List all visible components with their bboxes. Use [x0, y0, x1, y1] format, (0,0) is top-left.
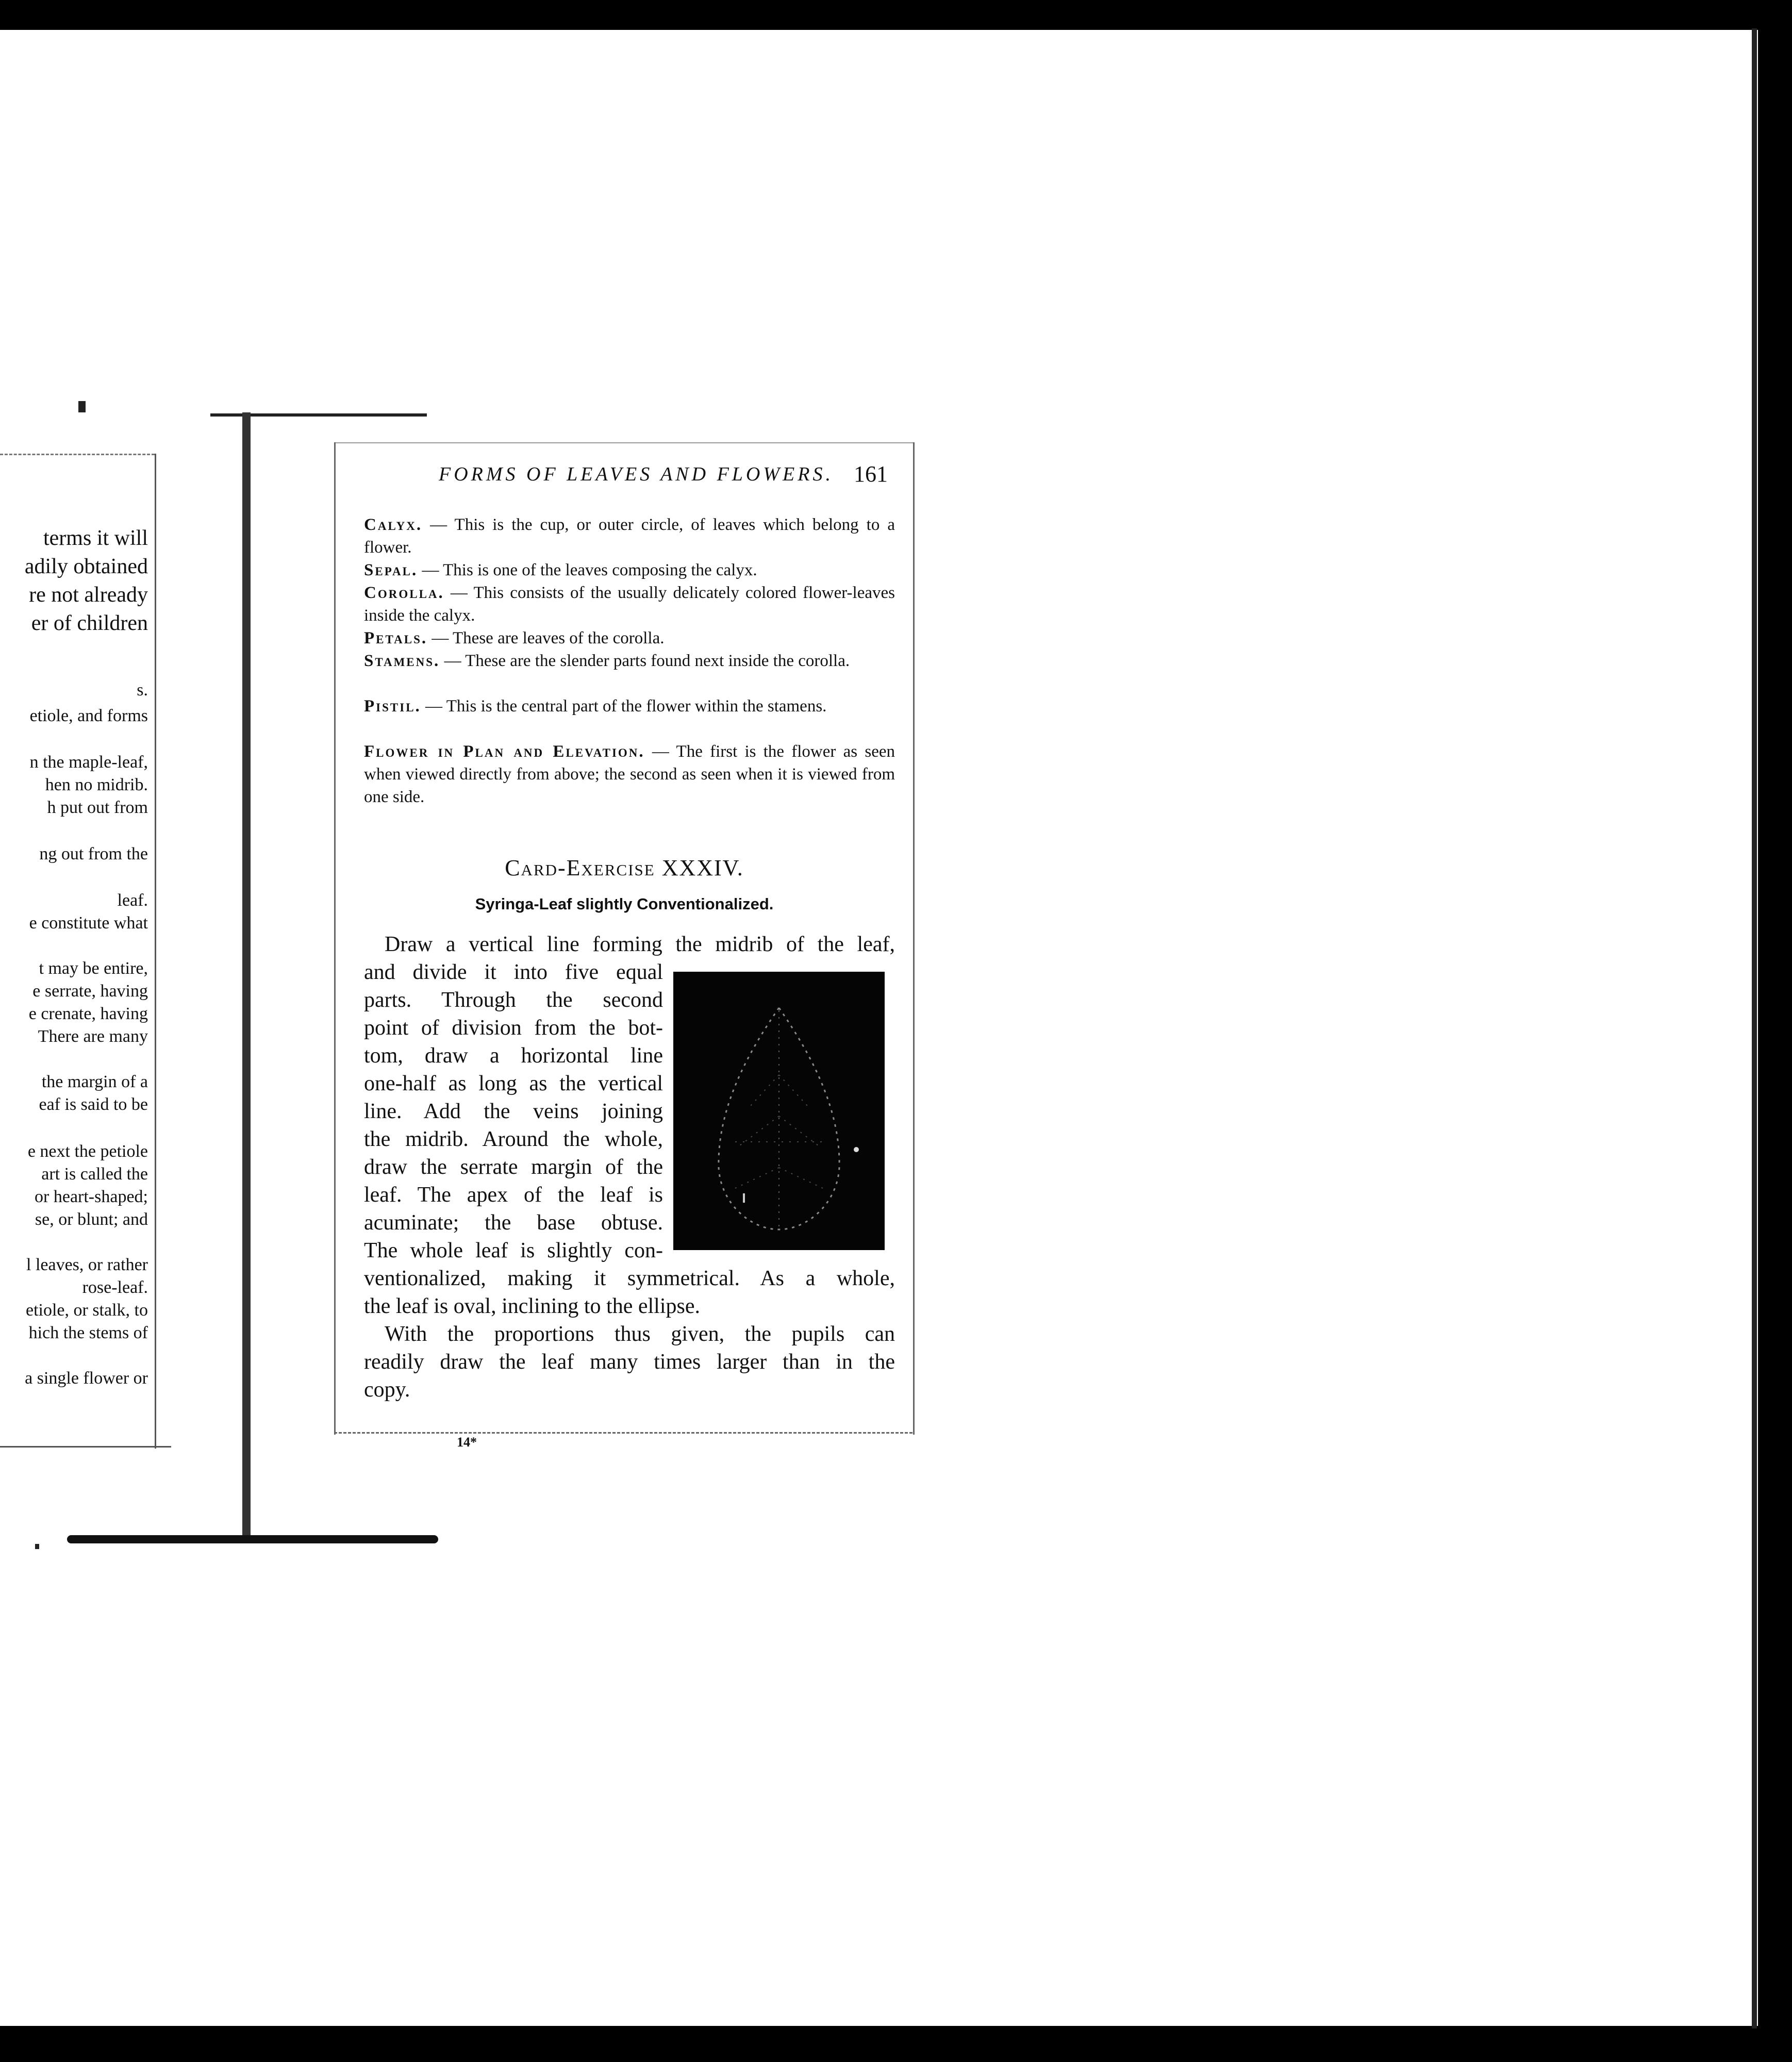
left-text-line: hich the stems of: [28, 1323, 148, 1342]
definition-text: — These are the slender parts found next inside the corolla.: [440, 652, 850, 670]
body-line: With the proportions thus given, the pupils can: [385, 1322, 895, 1346]
left-text-line: eaf is said to be: [39, 1095, 148, 1114]
scan-border-top: [0, 0, 1792, 30]
body-line: The whole leaf is slightly con-: [364, 1239, 663, 1262]
left-page-fragment: [0, 454, 173, 1449]
definition-text: — This is the central part of the flower within the stamens.: [421, 697, 827, 716]
body-line: acuminate; the base obtuse.: [364, 1211, 663, 1235]
left-text-line: re not already: [29, 583, 148, 607]
body-line: point of division from the bot-: [364, 1016, 663, 1040]
left-page-bottom-border: [0, 1446, 171, 1448]
left-text-line: s.: [137, 680, 148, 700]
book-spine: [242, 412, 251, 1536]
leaf-drawing: [673, 972, 885, 1250]
left-text-line: e crenate, having: [28, 1004, 148, 1023]
left-text-line: There are many: [38, 1027, 148, 1046]
body-line: tom, draw a horizontal line: [364, 1044, 663, 1068]
page-top-rule: [336, 442, 913, 443]
definition-calyx: [364, 513, 895, 559]
scan-mark: [78, 401, 86, 412]
left-text-line: or heart-shaped;: [35, 1187, 148, 1206]
definition-term: Calyx.: [364, 516, 423, 534]
left-text-line: terms it will: [43, 526, 148, 550]
definition-term: Petals.: [364, 629, 428, 647]
body-line: the leaf is oval, inclining to the ellipse.: [364, 1294, 701, 1318]
left-text-line: e constitute what: [29, 913, 148, 933]
left-page-right-border: [155, 454, 156, 1449]
body-line: and divide it into five equal: [364, 960, 663, 984]
body-line: ventionalized, making it symmetrical. As a whole,: [364, 1267, 895, 1290]
running-header: FORMS OF LEAVES AND FLOWERS.: [439, 463, 834, 485]
definition-stamens: [364, 650, 895, 672]
body-line: parts. Through the second: [364, 988, 663, 1012]
page-bottom-rule: [334, 1432, 912, 1434]
body-line: draw the serrate margin of the: [364, 1155, 663, 1179]
left-text-line: rose-leaf.: [82, 1278, 148, 1297]
definition-sepal: [364, 559, 895, 581]
definition-text: — These are leaves of the corolla.: [427, 629, 665, 647]
definition-text: — This is one of the leaves composing the calyx.: [418, 561, 757, 579]
signature-mark: 14*: [457, 1435, 477, 1450]
definition-text: — This is the cup, or outer circle, of leaves which belong to a flower.: [364, 516, 895, 557]
definition-term: Stamens.: [364, 652, 440, 670]
exercise-subtitle: Syringa-Leaf slightly Conventionalized.: [475, 895, 774, 913]
spine-bottom-bar: [67, 1535, 438, 1543]
definition-text: — The first is the flower as seen when viewed directly from above; the second as seen when it is viewed from one side.: [364, 742, 895, 806]
left-text-line: e serrate, having: [32, 982, 148, 1001]
syringa-leaf-illustration: [673, 972, 885, 1250]
left-text-line: n the maple-leaf,: [29, 753, 148, 772]
left-text-line: etiole, or stalk, to: [25, 1301, 148, 1320]
left-text-line: t may be entire,: [39, 959, 148, 978]
definition-term: Sepal.: [364, 561, 418, 579]
body-line: Draw a vertical line forming the midrib of the leaf,: [385, 933, 895, 956]
definition-term: Flower in Plan and Elevation.: [364, 742, 645, 761]
left-text-line: the margin of a: [41, 1072, 148, 1091]
definition-corolla: [364, 581, 895, 627]
exercise-title: Card-Exercise XXXIV.: [505, 855, 744, 880]
left-text-line: a single flower or: [25, 1369, 148, 1388]
scan-mark: [35, 1544, 39, 1549]
scan-edge-line: [1752, 28, 1757, 2028]
definition-text: — This consists of the usually delicately colored flower-leaves inside the calyx.: [364, 584, 895, 625]
left-text-line: art is called the: [41, 1165, 148, 1184]
definition-pistil: [364, 695, 895, 718]
book-page-161: [334, 442, 915, 1450]
definition-petals: [364, 627, 895, 650]
left-text-line: er of children: [31, 611, 148, 635]
body-line: leaf. The apex of the leaf is: [364, 1183, 663, 1207]
left-text-line: leaf.: [117, 891, 148, 910]
left-text-line: ng out from the: [39, 844, 148, 863]
body-line: one-half as long as the vertical: [364, 1072, 663, 1095]
definition-term: Corolla.: [364, 584, 444, 602]
left-text-line: l leaves, or rather: [26, 1255, 148, 1274]
scan-border-right: [1758, 0, 1792, 2062]
body-line: copy.: [364, 1378, 410, 1402]
left-page-top-border: [0, 454, 155, 455]
left-text-line: e next the petiole: [27, 1142, 148, 1161]
left-text-line: hen no midrib.: [45, 775, 148, 794]
left-text-line: adily obtained: [24, 555, 148, 578]
page-number: 161: [854, 461, 888, 487]
definition-term: Pistil.: [364, 697, 421, 716]
left-text-line: h put out from: [47, 798, 148, 817]
left-text-line: etiole, and forms: [29, 706, 148, 725]
definition-flower-plan-elevation: [364, 740, 895, 808]
body-line: line. Add the veins joining: [364, 1100, 663, 1123]
left-text-line: se, or blunt; and: [35, 1210, 148, 1229]
body-line: readily draw the leaf many times larger than in the: [364, 1350, 895, 1374]
scan-border-bottom: [0, 2026, 1792, 2062]
body-line: the midrib. Around the whole,: [364, 1127, 663, 1151]
